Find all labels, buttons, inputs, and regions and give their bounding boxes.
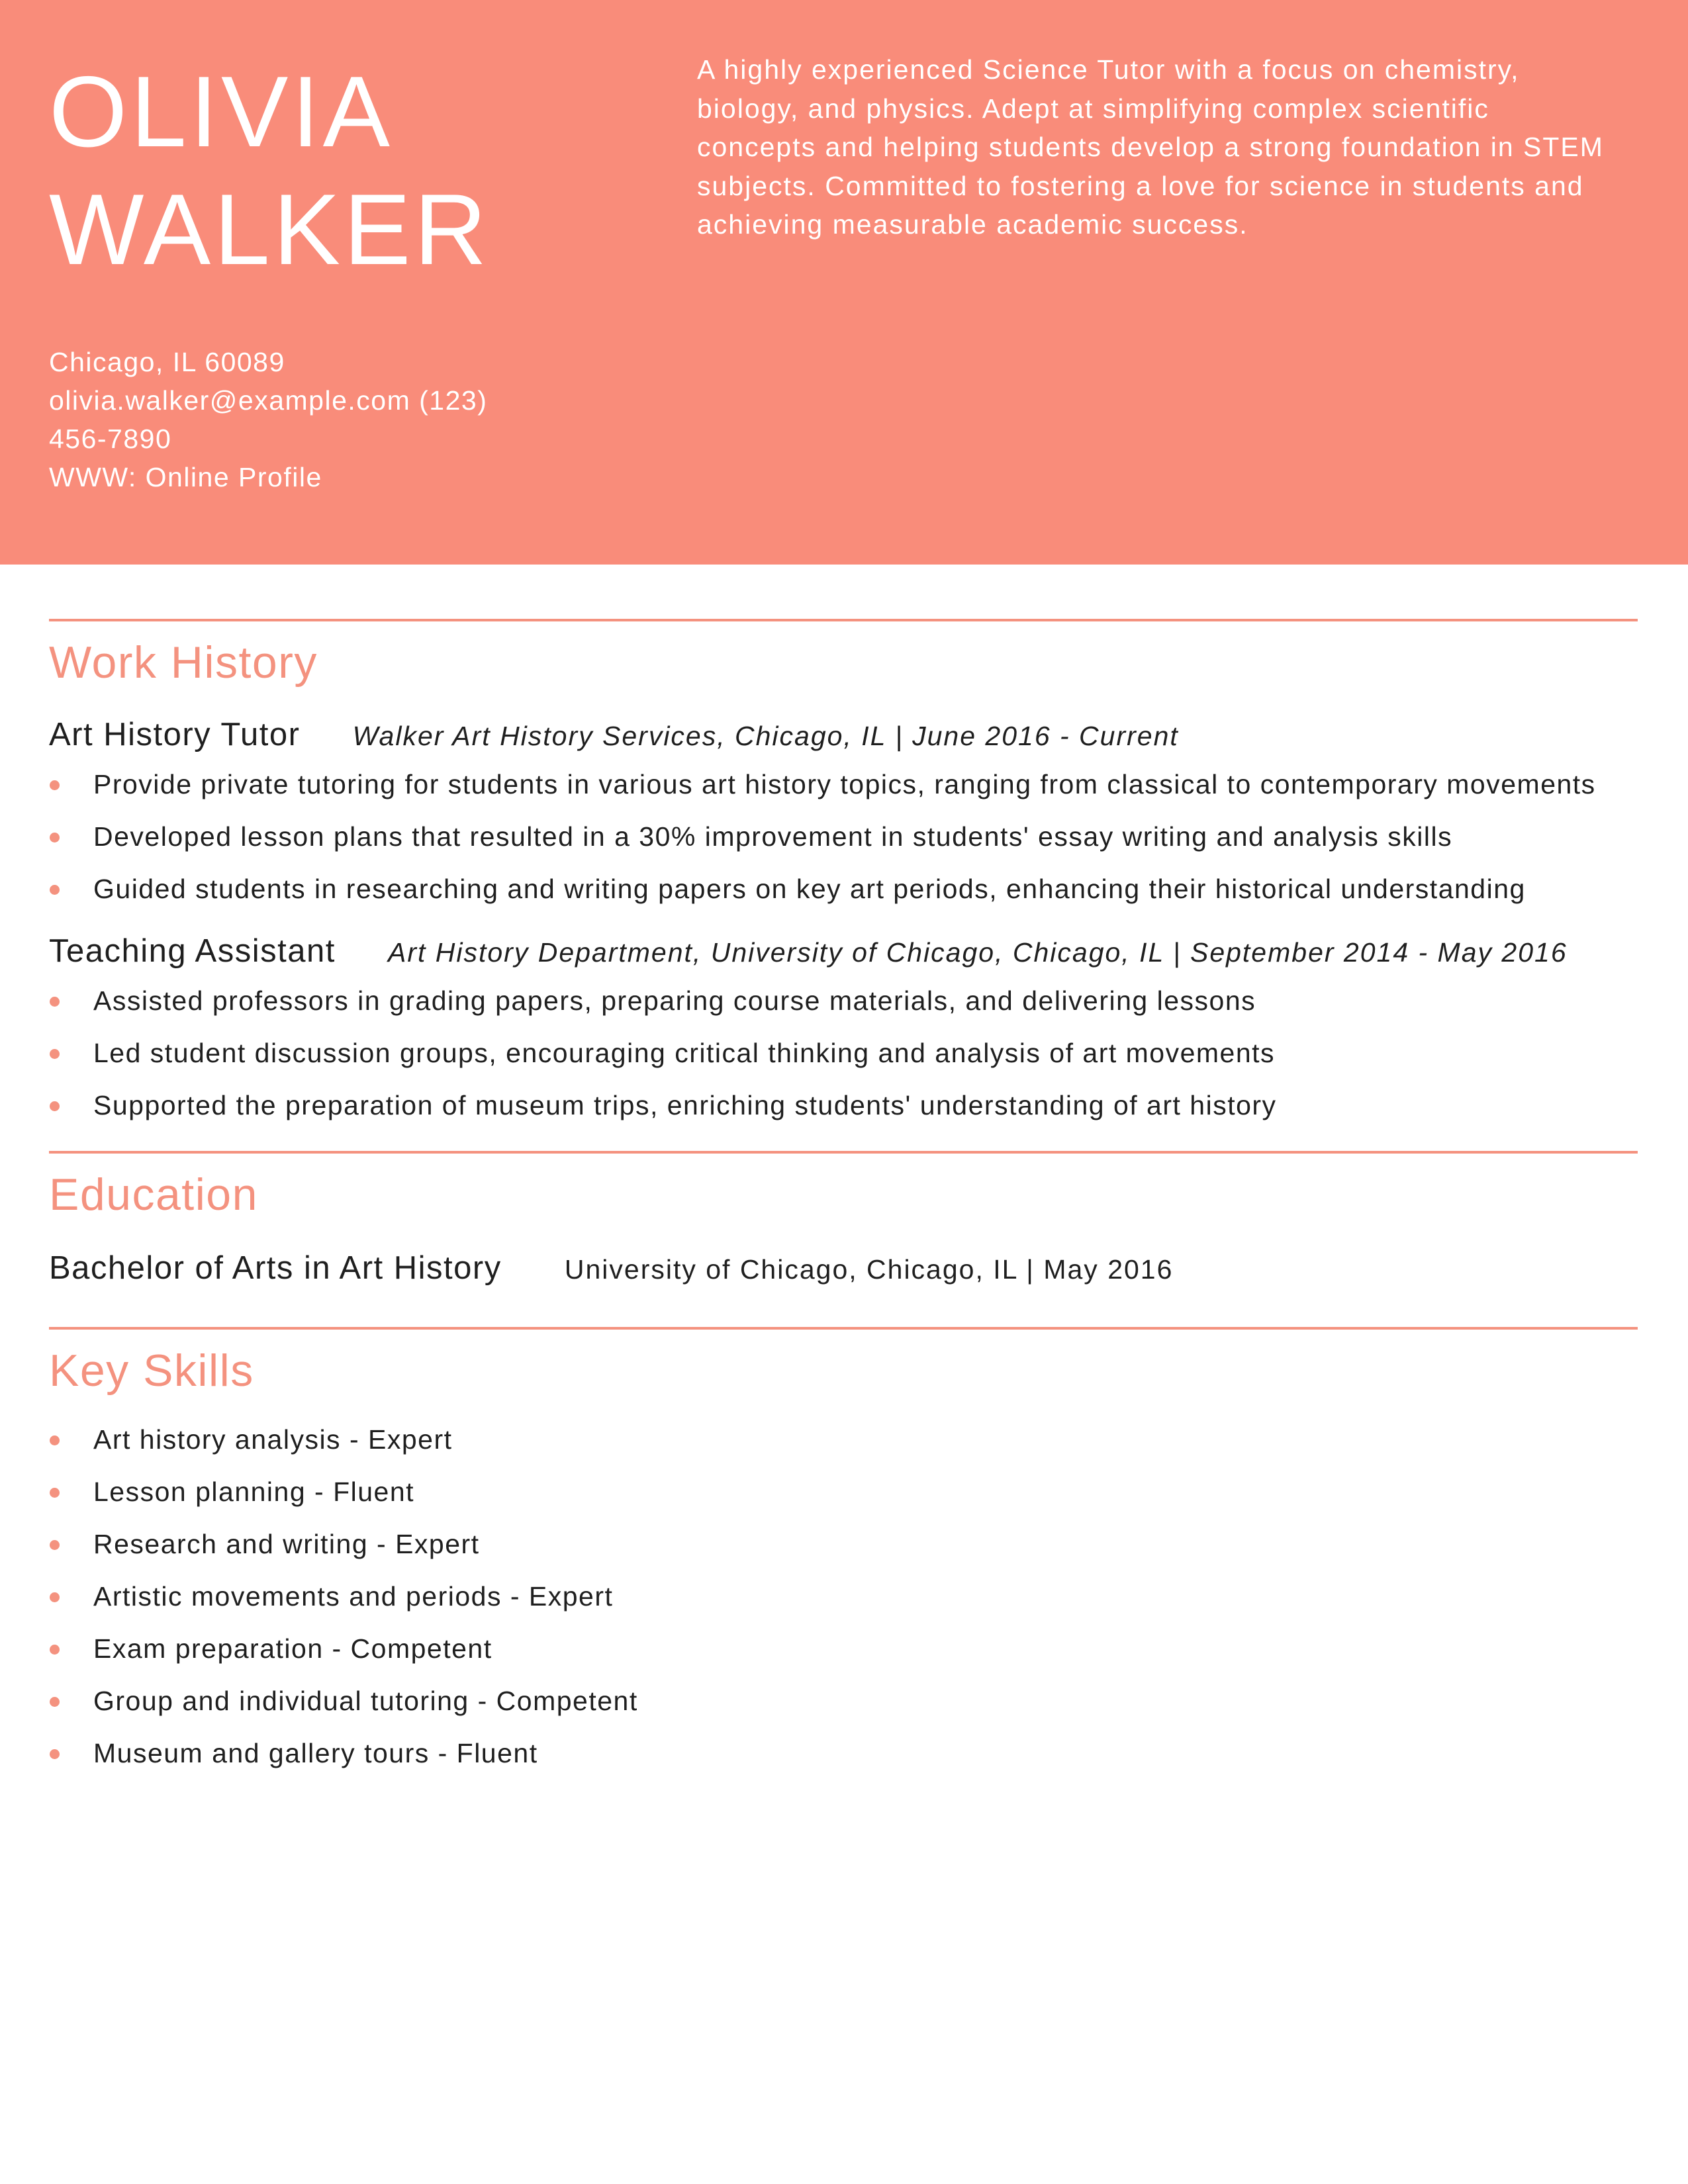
education-heading: Education xyxy=(49,1169,258,1220)
list-item xyxy=(49,1525,1638,1563)
bullet-icon xyxy=(50,1101,60,1111)
list-item xyxy=(49,1735,1638,1772)
list-item xyxy=(49,870,1638,908)
degree: Bachelor of Arts in Art History xyxy=(49,1250,502,1286)
skill-text: Research and writing - Expert xyxy=(93,1529,480,1559)
list-item xyxy=(49,1087,1638,1124)
skill-text: Group and individual tutoring - Competent xyxy=(93,1686,638,1716)
list-item xyxy=(49,1630,1638,1668)
skill-text: Art history analysis - Expert xyxy=(93,1424,453,1455)
list-item xyxy=(49,982,1638,1020)
bullet-text: Assisted professors in grading papers, preparing course materials, and delivering lessons xyxy=(93,985,1256,1016)
bullet-icon xyxy=(50,780,60,790)
job-title: Art History Tutor xyxy=(49,717,301,752)
bullet-text: Led student discussion groups, encouraging critical thinking and analysis of art movements xyxy=(93,1038,1276,1068)
list-item xyxy=(49,766,1638,803)
section-divider xyxy=(49,1151,1638,1154)
skills-list xyxy=(49,1421,1638,1772)
list-item xyxy=(49,1421,1638,1459)
job-title: Teaching Assistant xyxy=(49,933,336,969)
work-history-heading: Work History xyxy=(49,637,318,688)
professional-summary: A highly experienced Science Tutor with a focus on chemistry, biology, and physics. Adept at simplifying complex scientific concepts and helping students develop a strong foundation in STEM subjects. Committed to fostering a love for science in students and achieving measurable academic success. xyxy=(697,54,1604,240)
phone-continued: 456-7890 xyxy=(49,424,172,454)
job-header xyxy=(49,714,1638,756)
address: Chicago, IL 60089 xyxy=(49,347,285,377)
job-bullets xyxy=(49,982,1638,1124)
job-meta: Art History Department, University of Chicago, Chicago, IL | September 2014 - May 2016 xyxy=(387,937,1568,968)
contact-info xyxy=(49,343,552,496)
bullet-icon xyxy=(50,885,60,895)
bullet-icon xyxy=(50,1435,60,1445)
skill-text: Lesson planning - Fluent xyxy=(93,1477,415,1507)
bullet-text: Provide private tutoring for students in various art history topics, ranging from classical to contemporary movements xyxy=(93,769,1596,799)
bullet-icon xyxy=(50,1540,60,1550)
first-name: OLIVIA xyxy=(49,56,393,168)
job-entry xyxy=(49,931,1638,1124)
bullet-icon xyxy=(50,833,60,842)
bullet-icon xyxy=(50,1749,60,1759)
list-item xyxy=(49,1034,1638,1072)
website-link[interactable]: WWW: Online Profile xyxy=(49,462,322,492)
education-entry xyxy=(49,1248,1638,1290)
job-header xyxy=(49,931,1638,973)
resume-header xyxy=(0,0,1688,565)
skill-text: Artistic movements and periods - Expert xyxy=(93,1581,614,1612)
skill-text: Museum and gallery tours - Fluent xyxy=(93,1738,538,1768)
bullet-text: Supported the preparation of museum trips, enriching students' understanding of art history xyxy=(93,1090,1277,1120)
bullet-icon xyxy=(50,1592,60,1602)
bullet-text: Guided students in researching and writing papers on key art periods, enhancing their historical understanding xyxy=(93,874,1526,904)
bullet-icon xyxy=(50,1488,60,1498)
job-bullets xyxy=(49,766,1638,908)
section-divider xyxy=(49,1327,1638,1330)
bullet-icon xyxy=(50,997,60,1007)
bullet-icon xyxy=(50,1645,60,1655)
key-skills-heading: Key Skills xyxy=(49,1345,254,1396)
job-entry xyxy=(49,714,1638,908)
candidate-name xyxy=(49,53,632,289)
list-item xyxy=(49,1682,1638,1720)
resume-body xyxy=(49,619,1638,1787)
list-item xyxy=(49,1473,1638,1511)
bullet-icon xyxy=(50,1697,60,1707)
last-name: WALKER xyxy=(49,173,491,286)
list-item xyxy=(49,1578,1638,1615)
education-meta: University of Chicago, Chicago, IL | May 2016 xyxy=(564,1254,1174,1285)
skill-text: Exam preparation - Competent xyxy=(93,1633,492,1664)
bullet-icon xyxy=(50,1049,60,1059)
list-item xyxy=(49,818,1638,856)
section-divider xyxy=(49,619,1638,621)
email-phone[interactable]: olivia.walker@example.com (123) xyxy=(49,385,488,416)
bullet-text: Developed lesson plans that resulted in a 30% improvement in students' essay writing and analysis skills xyxy=(93,821,1453,852)
job-meta: Walker Art History Services, Chicago, IL | June 2016 - Current xyxy=(352,721,1179,751)
